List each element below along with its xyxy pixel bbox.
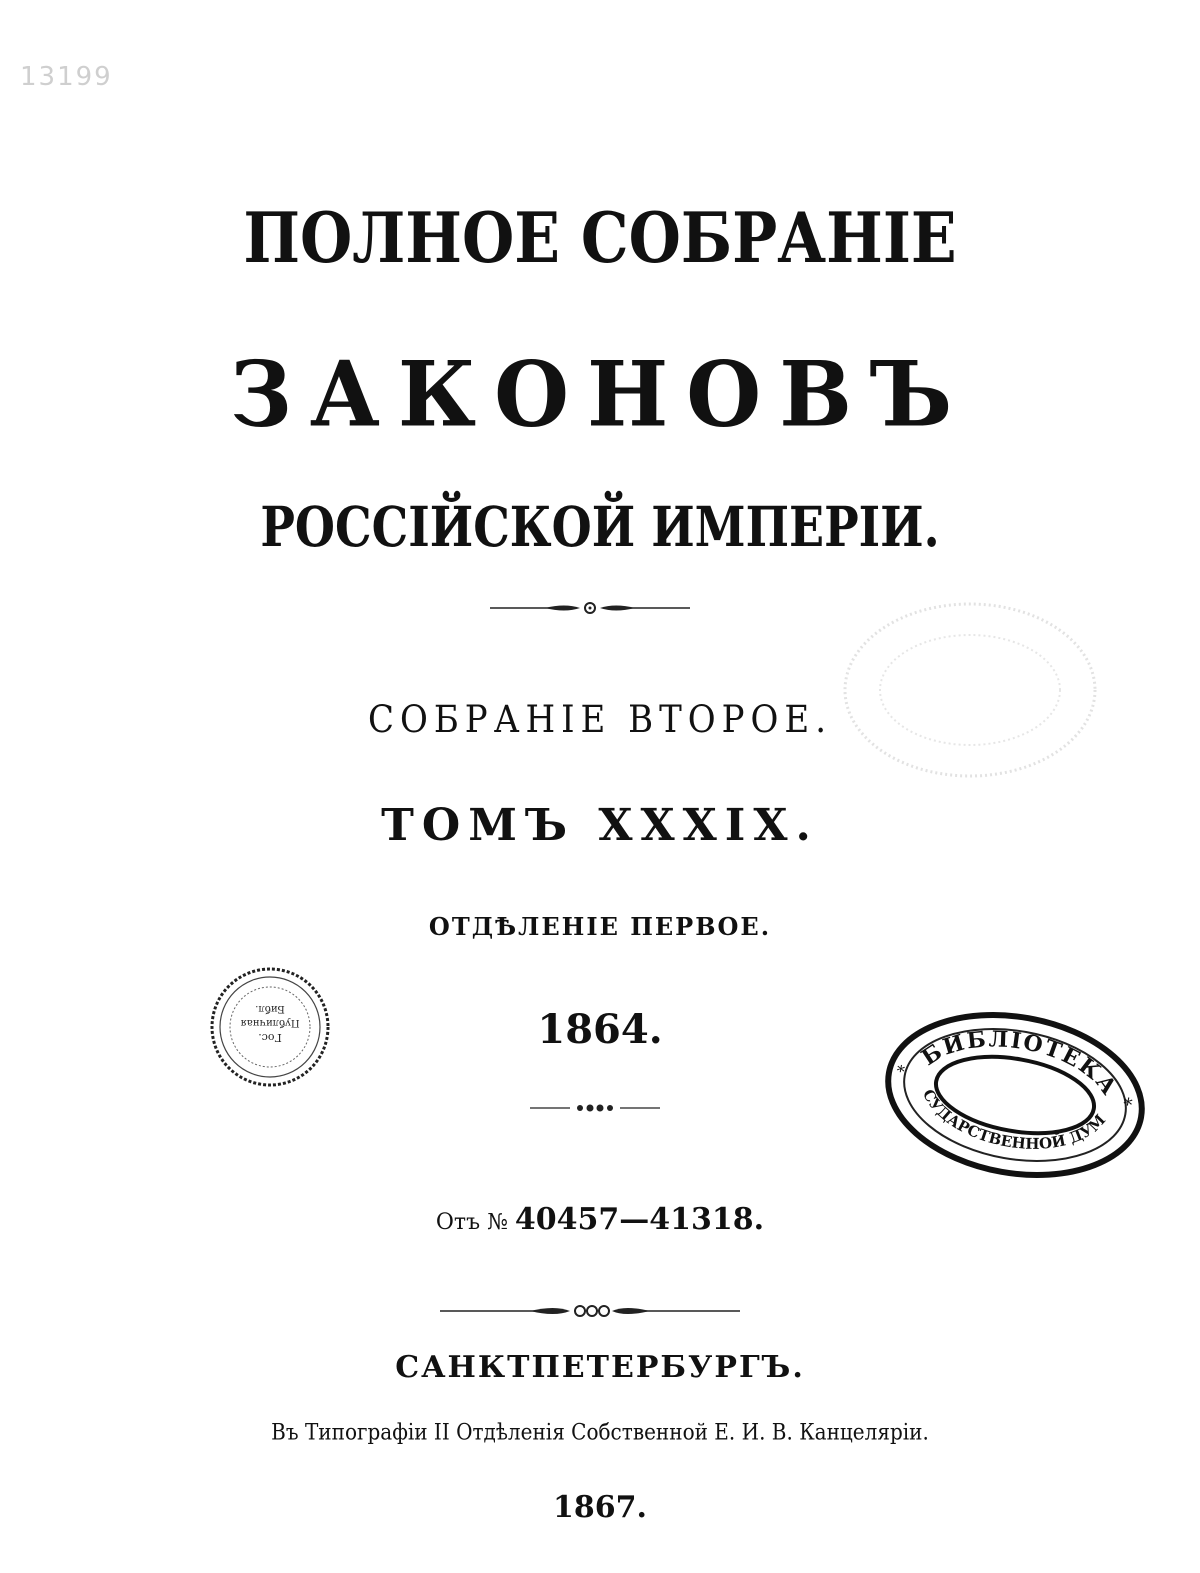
section-label: ОТДѢЛЕНІЕ ПЕРВОЕ. — [428, 912, 772, 941]
library-stamp-oval — [880, 1005, 1150, 1185]
ornament-divider-bottom — [440, 1300, 740, 1322]
svg-text:*: * — [1121, 1094, 1134, 1117]
imprint-city: САНКТПЕТЕРБУРГЪ. — [395, 1350, 805, 1385]
faint-stamp — [840, 598, 1100, 783]
svg-text:Гос.: Гос. — [258, 1031, 282, 1044]
svg-text:БИБЛІОТЕКА: БИБЛІОТЕКА — [916, 1026, 1123, 1102]
svg-text:ГОСУДАРСТВЕННОЙ ДУМЫ: ГОСУДАРСТВЕННОЙ ДУМЫ — [918, 1086, 1110, 1153]
volume-year: 1864. — [537, 1006, 663, 1053]
range-prefix: Отъ № — [435, 1210, 508, 1235]
document-range — [0, 1202, 1200, 1237]
title-line-3: РОССІЙСКОЙ ИМПЕРІИ. — [260, 494, 940, 560]
volume-label: ТОМЪ XXXIX. — [381, 800, 819, 851]
imprint-printer: Въ Типографіи II Отдѣленія Собственной Е. И. В. Канцеляріи. — [271, 1418, 929, 1446]
svg-text:*: * — [894, 1061, 906, 1082]
ornament-divider-middle — [530, 1098, 660, 1118]
collection-label: СОБРАНІЕ ВТОРОЕ. — [367, 698, 833, 742]
imprint-year: 1867. — [553, 1490, 647, 1525]
svg-text:Библ.: Библ. — [255, 1003, 285, 1014]
title-line-1: ПОЛНОЕ СОБРАНІЕ — [243, 198, 957, 280]
svg-text:Публичная: Публичная — [240, 1017, 300, 1028]
ornament-divider-top — [490, 598, 690, 618]
library-stamp-round — [205, 962, 335, 1092]
range-numbers: 40457—41318. — [514, 1202, 765, 1237]
title-line-2: ЗАКОНОВЪ — [229, 341, 971, 448]
inventory-number: 13199 — [20, 62, 113, 92]
